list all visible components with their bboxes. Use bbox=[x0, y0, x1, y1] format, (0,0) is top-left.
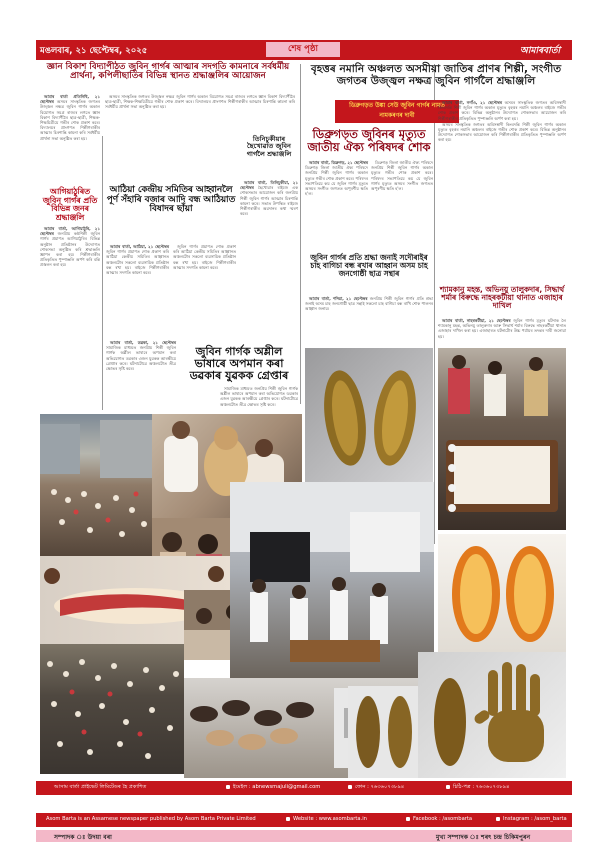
footer-row-3 bbox=[36, 830, 572, 842]
headline-namani: বৃহত্তৰ নমানি অঞ্চলত অসমীয়া জাতিৰ প্ৰাণৰ শিল্পী, সংগীত জগতৰ উজ্জ্বল নক্ষত্ৰ জুবিন গাৰ্গলৈ শ্ৰদ্ধাঞ্জলি bbox=[310, 63, 562, 87]
issue-date: মঙলবাৰ, ২১ ছেপ্টেম্বৰ, ২০২৫ bbox=[40, 46, 148, 56]
footer-editor: সম্পাদক ঃ উদয়া বৰা bbox=[54, 834, 112, 841]
photo-clay-feet bbox=[438, 534, 566, 652]
article-tinsukia: আমাৰ বাৰ্তা, তিনিচুকীয়া, ২১ ছেপ্টেম্বৰ ছৈখোৱাৰ ৰাইজে এক শোকসভাৰ আয়োজন কৰি জনপ্ৰিয় শিল্পী জুবিন গাৰ্গৰ আত্মাৰ চিৰশান্তি কামনা কৰে। সভাত উপস্থিত ৰাইজে শিল্পীগৰাকীৰ অৱদানৰ কথা স্মৰণ কৰে। bbox=[240, 180, 298, 217]
headline-naharkatia: শ্যামকানু মহন্ত, অভিনয়ু তালুকদাৰ, সিদ্ধাৰ্থ শৰ্মাৰ বিৰুদ্ধে নাহৰকটীয়া থানাত এজাহাৰ দাখিল bbox=[439, 285, 565, 311]
article-prayer: আমাৰ বাৰ্তা প্ৰতিনিধি, ২১ ছেপ্টেম্বৰ অসমৰ সাংস্কৃতিক জগতৰ উজ্জ্বল নক্ষত্ৰ জুবিন গাৰ্গৰ অকাল বিয়োগত সমগ্ৰ ৰাজ্যৰ লগতে জ্ঞান বিকাশ বিদ্যাপীঠৰ ছাত্ৰ-ছাত্ৰী, শিক্ষক-শিক্ষয়িত্ৰীয়ে গভীৰ শোক প্ৰকাশ কৰে। বিদ্যালয়ৰ প্ৰাংগণত শিল্পীগৰাকীৰ আত্মাৰ চিৰশান্তি কামনা কৰি সৰ্বধৰ্মীয় প্ৰাৰ্থনা সভা অনুষ্ঠিত কৰা হয়। bbox=[40, 94, 100, 141]
footer-row-1 bbox=[36, 781, 572, 795]
section-label: শেষ পৃষ্ঠা bbox=[266, 42, 340, 57]
footer-about: Asom Barta is an Assamese newspaper published by Asom Barta Private Limited bbox=[46, 816, 256, 822]
article-namani: আমাৰ বাৰ্তা, নগাঁও, ২১ ছেপ্টেম্বৰ অসমৰ সাংস্কৃতিক জগতৰ অবিসম্বাদী কিংবদন্তি শিল্পী জুবিন গাৰ্গৰ অকাল মৃত্যুত বৃহত্তৰ নমানি অঞ্চলৰ ৰাইজে গভীৰ শোক প্ৰকাশ কৰে। বিভিন্ন অনুষ্ঠানৰ উদ্যোগত শোকসভাৰ আয়োজন কৰি শিল্পীগৰাকীৰ প্ৰতিকৃতিত পুষ্পাঞ্জলি অৰ্পণ কৰা হয়। অসমৰ সাংস্কৃতিক জগতৰ অবিসম্বাদী কিংবদন্তি শিল্পী জুবিন গাৰ্গৰ অকাল মৃত্যুত বৃহত্তৰ নমানি অঞ্চলৰ ৰাইজে গভীৰ শোক প্ৰকাশ কৰে। বিভিন্ন অনুষ্ঠানৰ উদ্যোগত শোকসভাৰ আয়োজন কৰি শিল্পীগৰাকীৰ প্ৰতিকৃতিত পুষ্পাঞ্জলি অৰ্পণ কৰা হয়। bbox=[438, 100, 566, 143]
article-agiathuri: আমাৰ বাৰ্তা, আগিয়াঠুৰি, ২১ ছেপ্টেম্বৰ জনপ্ৰিয় কণ্ঠশিল্পী জুবিন গাৰ্গৰ প্ৰয়াণত আগিয়াঠুৰিৰ বিভিন্ন অনুষ্ঠান প্ৰতিষ্ঠানৰ উদ্যোগত শোকসভা অনুষ্ঠিত কৰি শ্ৰদ্ধাঞ্জলি জ্ঞাপন কৰা হয়। শিল্পীগৰাকীৰ প্ৰতিকৃতিত পুষ্পাঞ্জলি অৰ্পণ কৰি বন্তি প্ৰজ্বলন কৰা হয়। bbox=[40, 226, 100, 268]
footer-chief-editor: মুখ্য সম্পাদক ঃ শৰৎ চন্দ্ৰ চিকিমপুৰন bbox=[436, 834, 531, 841]
photo-large-crowd bbox=[40, 644, 184, 774]
footer-letters: চিঠি-পত্ৰ : ৭৬৩৬০৭৩৮৯৪ bbox=[446, 784, 510, 792]
article-dibrugarh-cont: ডিব্ৰুগড় জিলা জাতীয় ঐক্য পৰিষদে জনপ্ৰিয় শিল্পী জুবিন গাৰ্গৰ অকাল মৃত্যুত গভীৰ শোক প্ৰকাশ কৰে। পৰিষদৰ সভাপতিয়ে কয় যে জুবিন গাৰ্গৰ মৃত্যুত অসমৰ সংগীত জগতত অপূৰণীয় ক্ষতি হ'ল। bbox=[371, 160, 433, 192]
headline-prayer: জ্ঞান বিকাশ বিদ্যাপীঠত জুবিন গাৰ্গৰ আত্মাৰ সদগতি কামনাৰে সৰ্বধৰ্মীয় প্ৰাৰ্থনা, কপিলীছাতিৰ বিভিন্ন স্থানত শ্ৰদ্ধাঞ্জলিৰ আয়োজন bbox=[46, 62, 290, 82]
article-sadiya: আমাৰ বাৰ্তা, শদিয়া, ২১ ছেপ্টেম্বৰ জনপ্ৰিয় শিল্পী জুবিন গাৰ্গৰ প্ৰতি শ্ৰদ্ধা জনাই অসম চাহ জনগোষ্ঠী ছাত্ৰ সন্থাই সকলো চাহ বাগিচা বন্ধ ৰাখি শোক পালনৰ আহ্বান জনায়। bbox=[305, 296, 433, 312]
phone-icon bbox=[348, 785, 352, 789]
instagram-icon bbox=[496, 817, 500, 821]
photo-gold-feet-lower bbox=[348, 686, 418, 778]
photo-street-crowd bbox=[40, 414, 152, 556]
newspaper-logo: আমাৰবাৰ্তা bbox=[520, 46, 561, 56]
photo-memorial-hall bbox=[230, 482, 434, 678]
article-arrest-cont: সামাজিক মাধ্যমত জনপ্ৰিয় শিল্পী জুবিন গাৰ্গক অশ্লীল ভাষাৰে অপমান কৰা অভিযোগত ডৱকাৰ এজন যুৱকক আৰক্ষীয়ে গ্ৰেপ্তাৰ কৰে। ঘটনাটোৱে অঞ্চলটোত তীব্ৰ ক্ষোভৰ সৃষ্টি কৰে। bbox=[220, 386, 298, 407]
headline-sadiya: জুবিন গাৰ্গৰ প্ৰতি শ্ৰদ্ধা জনাই সদৌৰাইৰ চাহ বাগিচা বন্ধ ৰখাৰ আহ্বান অসম চাহ জনগোষ্ঠী ছাত্ৰ সন্থাৰ bbox=[310, 253, 428, 279]
headline-tinsukia: তিনিচুকীয়াৰ ছৈখোৱাত জুবিন গাৰ্গলৈ শ্ৰদ্ধাঞ্জলি bbox=[246, 135, 292, 158]
dibrugarh-box: ডিব্ৰুগড়ত উঙ্কা সেউ জুবিন গাৰ্গৰ নামত নামকৰণৰ দাবী bbox=[335, 100, 459, 123]
footer-email: ইমেইল : abnewsmajuli@gmail.com bbox=[226, 784, 320, 792]
headline-aatiya: আঠিয়া কেন্দ্ৰীয় সমিতিৰ আহ্বানলৈ পূৰ্ণ সঁহাৰি বজাৰ আদি বন্ধ আঠিয়াত বিষাদৰ ছাঁয়া bbox=[106, 185, 236, 215]
facebook-icon bbox=[406, 817, 410, 821]
headline-dibrugarh: ডিব্ৰুগড়ত জুবিনৰ মৃত্যুত জাতীয় ঐক্য পৰিষদৰ শোক bbox=[307, 127, 431, 154]
footer-instagram[interactable]: Instagram : /asom_barta bbox=[496, 816, 567, 822]
footer-website[interactable]: Website : www.asombarta.in bbox=[286, 816, 367, 822]
article-dibrugarh: আমাৰ বাৰ্তা, ডিব্ৰুগড়, ২১ ছেপ্টেম্বৰ ডিব্ৰুগড় জিলা জাতীয় ঐক্য পৰিষদে জনপ্ৰিয় শিল্পী জুবিন গাৰ্গৰ অকাল মৃত্যুত গভীৰ শোক প্ৰকাশ কৰে। পৰিষদৰ সভাপতিয়ে কয় যে জুবিন গাৰ্গৰ মৃত্যুত অসমৰ সংগীত জগতত অপূৰণীয় ক্ষতি হ'ল। bbox=[305, 160, 368, 197]
headline-agiathuri: আগিয়াঠুৰিত জুবিন গাৰ্গৰ প্ৰতি বিভিন্ন জনৰ শ্ৰদ্ধাঞ্জলি bbox=[42, 187, 98, 222]
mail-icon bbox=[226, 785, 230, 789]
column-divider bbox=[300, 64, 301, 404]
footer-publisher: আসাম বাৰ্তা প্ৰাইভেট লিমিটেডৰ হৈ প্ৰকাশিত bbox=[54, 784, 147, 790]
web-icon bbox=[286, 817, 290, 821]
article-arrest: আমাৰ বাৰ্তা, ডৱকা, ২১ ছেপ্টেম্বৰ সামাজিক মাধ্যমত জনপ্ৰিয় শিল্পী জুবিন গাৰ্গক অশ্লীল ভাষাৰে অপমান কৰা অভিযোগত ডৱকাৰ এজন যুৱকক আৰক্ষীয়ে গ্ৰেপ্তাৰ কৰে। ঘটনাটোৱে অঞ্চলটোত তীব্ৰ ক্ষোভৰ সৃষ্টি কৰে। bbox=[106, 340, 176, 372]
column-divider bbox=[102, 136, 103, 410]
article-prayer-cont: অসমৰ সাংস্কৃতিক জগতৰ উজ্জ্বল নক্ষত্ৰ জুবিন গাৰ্গৰ অকাল বিয়োগত সমগ্ৰ ৰাজ্যৰ লগতে জ্ঞান বিকাশ বিদ্যাপীঠৰ ছাত্ৰ-ছাত্ৰী, শিক্ষক-শিক্ষয়িত্ৰীয়ে গভীৰ শোক প্ৰকাশ কৰে। বিদ্যালয়ৰ প্ৰাংগণত শিল্পীগৰাকীৰ আত্মাৰ চিৰশান্তি কামনা কৰি সৰ্বধৰ্মীয় প্ৰাৰ্থনা সভা অনুষ্ঠিত কৰা হয়। bbox=[105, 94, 295, 110]
photo-bronze-hand bbox=[418, 652, 566, 778]
headline-arrest: জুবিন গাৰ্গক অশ্লীল ভাষাৰে অপমান কৰা ডৱকাৰ যুৱকক গ্ৰেপ্তাৰ bbox=[189, 345, 289, 383]
article-aatiya: আমাৰ বাৰ্তা, আঠিয়া, ২১ ছেপ্টেম্বৰ জুবিন গাৰ্গৰ প্ৰয়াণত শোক প্ৰকাশ কৰি আঠিয়া কেন্দ্ৰীয় সমিতিৰ আহ্বানত অঞ্চলটোৰ সকলো ব্যৱসায়িক প্ৰতিষ্ঠান বন্ধ ৰখা হয়। ৰাইজে শিল্পীগৰাকীৰ আত্মাৰ সদগতি কামনা কৰে। bbox=[106, 244, 169, 276]
footer-row-2 bbox=[36, 813, 572, 827]
footer-phone: ফোন : ৭৬৩৬০৭৩৮৯৪ bbox=[348, 784, 404, 792]
column-divider bbox=[434, 64, 435, 544]
photo-gold-feet bbox=[305, 348, 433, 482]
footer-facebook[interactable]: Facebook : /asombarta bbox=[406, 816, 472, 822]
bullet-icon bbox=[446, 785, 450, 789]
article-aatiya-cont: জুবিন গাৰ্গৰ প্ৰয়াণত শোক প্ৰকাশ কৰি আঠিয়া কেন্দ্ৰীয় সমিতিৰ আহ্বানত অঞ্চলটোৰ সকলো ব্যৱসায়িক প্ৰতিষ্ঠান বন্ধ ৰখা হয়। ৰাইজে শিল্পীগৰাকীৰ আত্মাৰ সদগতি কামনা কৰে। bbox=[173, 244, 236, 270]
photo-tributes bbox=[438, 348, 566, 530]
article-naharkatia: আমাৰ বাৰ্তা, নাহৰকটীয়া, ২১ ছেপ্টেম্বৰ জুবিন গাৰ্গৰ মৃত্যুৰ ঘটনাক লৈ শ্যামকানু মহন্ত, অভিনয়ু তালুকদাৰ আৰু সিদ্ধাৰ্থ শৰ্মাৰ বিৰুদ্ধে নাহৰকটীয়া থানাত এজাহাৰ দাখিল কৰা হয়। এজাহাৰত ঘটনাটোৰ উচ্চ পৰ্যায়ৰ তদন্তৰ দাবী জনোৱা হয়। bbox=[438, 318, 566, 339]
